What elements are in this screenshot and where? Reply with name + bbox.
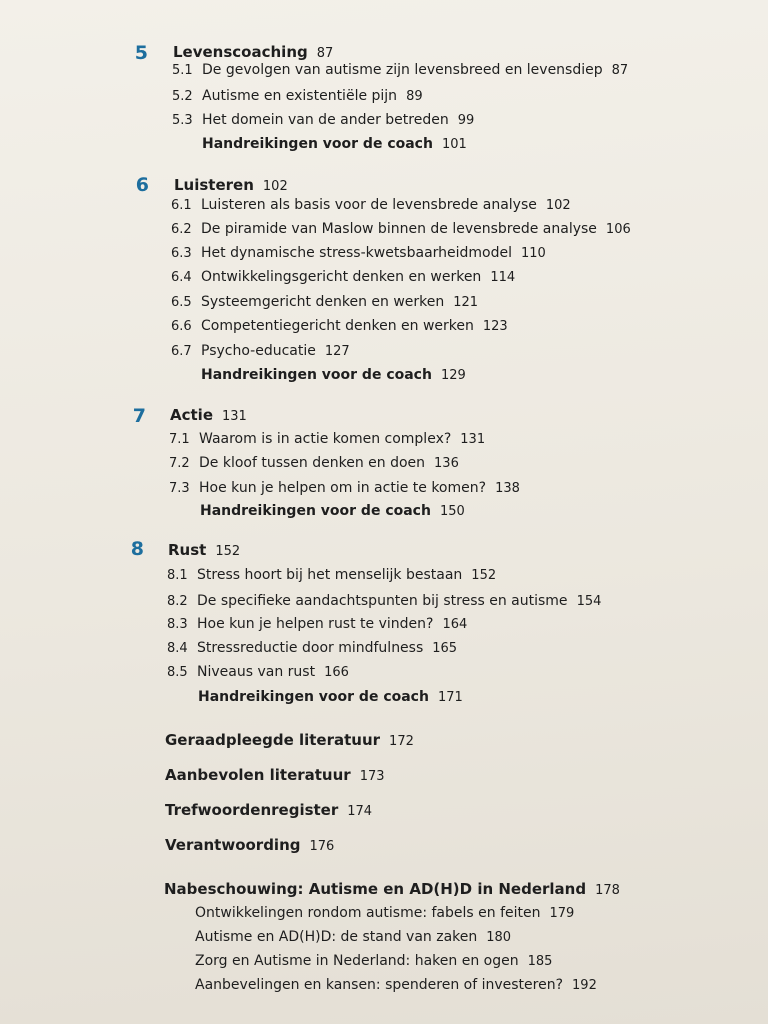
toc-entry: 8.3 Hoe kun je helpen rust te vinden? 164	[167, 616, 468, 632]
backmatter-entry: Nabeschouwing: Autisme en AD(H)D in Nederland 178	[164, 880, 620, 898]
chapter-title: Actie 131	[170, 406, 247, 424]
toc-entry: 8.5 Niveaus van rust 166	[167, 664, 349, 680]
toc-entry: 5.1 De gevolgen van autisme zijn levensbreed en levensdiep 87	[172, 62, 629, 78]
handreiking-entry: Handreikingen voor de coach 171	[198, 689, 463, 705]
toc-entry: 8.1 Stress hoort bij het menselijk bestaan 152	[167, 567, 497, 583]
toc-entry: 8.2 De specifieke aandachtspunten bij stress en autisme 154	[167, 593, 602, 609]
page-number: 131	[222, 409, 247, 424]
nabeschouwing-item: Ontwikkelingen rondom autisme: fabels en feiten 179	[195, 905, 575, 921]
nabeschouwing-item: Autisme en AD(H)D: de stand van zaken 180	[195, 929, 512, 945]
page-number: 102	[262, 179, 288, 194]
chapter-number: 8	[130, 538, 144, 560]
toc-entry: 6.4 Ontwikkelingsgericht denken en werken 114	[171, 269, 516, 285]
toc-entry: 6.5 Systeemgericht denken en werken 121	[171, 294, 479, 310]
toc-entry: 6.1 Luisteren als basis voor de levensbrede analyse 102	[171, 197, 571, 213]
toc-entry: 7.3 Hoe kun je helpen om in actie te komen? 138	[169, 480, 520, 496]
nabeschouwing-item: Zorg en Autisme in Nederland: haken en ogen 185	[195, 953, 553, 969]
handreiking-entry: Handreikingen voor de coach 129	[201, 367, 466, 383]
chapter-number: 5	[134, 42, 148, 64]
chapter-number: 6	[135, 174, 149, 196]
backmatter-entry: Trefwoordenregister 174	[165, 801, 373, 819]
backmatter-entry: Geraadpleegde literatuur 172	[165, 731, 414, 749]
toc-entry: 6.7 Psycho-educatie 127	[171, 343, 350, 359]
toc-entry: 6.6 Competentiegericht denken en werken 123	[171, 318, 508, 334]
toc-entry: 6.3 Het dynamische stress-kwetsbaarheidmodel 110	[171, 245, 546, 261]
toc-entry: 7.2 De kloof tussen denken en doen 136	[169, 455, 459, 471]
handreiking-entry: Handreikingen voor de coach 101	[202, 136, 467, 152]
chapter-title: Luisteren 102	[174, 176, 288, 194]
backmatter-entry: Verantwoording 176	[165, 836, 335, 854]
nabeschouwing-item: Aanbevelingen en kansen: spenderen of investeren? 192	[195, 977, 597, 993]
toc-entry: 6.2 De piramide van Maslow binnen de levensbrede analyse 106	[171, 221, 631, 237]
page-number: 87	[316, 46, 334, 61]
chapter-title: Levenscoaching 87	[173, 43, 334, 61]
toc-entry: 5.2 Autisme en existentiële pijn 89	[172, 88, 423, 104]
toc-entry: 7.1 Waarom is in actie komen complex? 131	[169, 431, 486, 447]
chapter-title: Rust 152	[168, 541, 241, 559]
toc-entry: 8.4 Stressreductie door mindfulness 165	[167, 640, 458, 656]
page-number: 152	[215, 544, 241, 559]
backmatter-entry: Aanbevolen literatuur 173	[165, 766, 385, 784]
chapter-number: 7	[132, 405, 146, 427]
toc-entry: 5.3 Het domein van de ander betreden 99	[172, 112, 475, 128]
handreiking-entry: Handreikingen voor de coach 150	[200, 503, 465, 519]
